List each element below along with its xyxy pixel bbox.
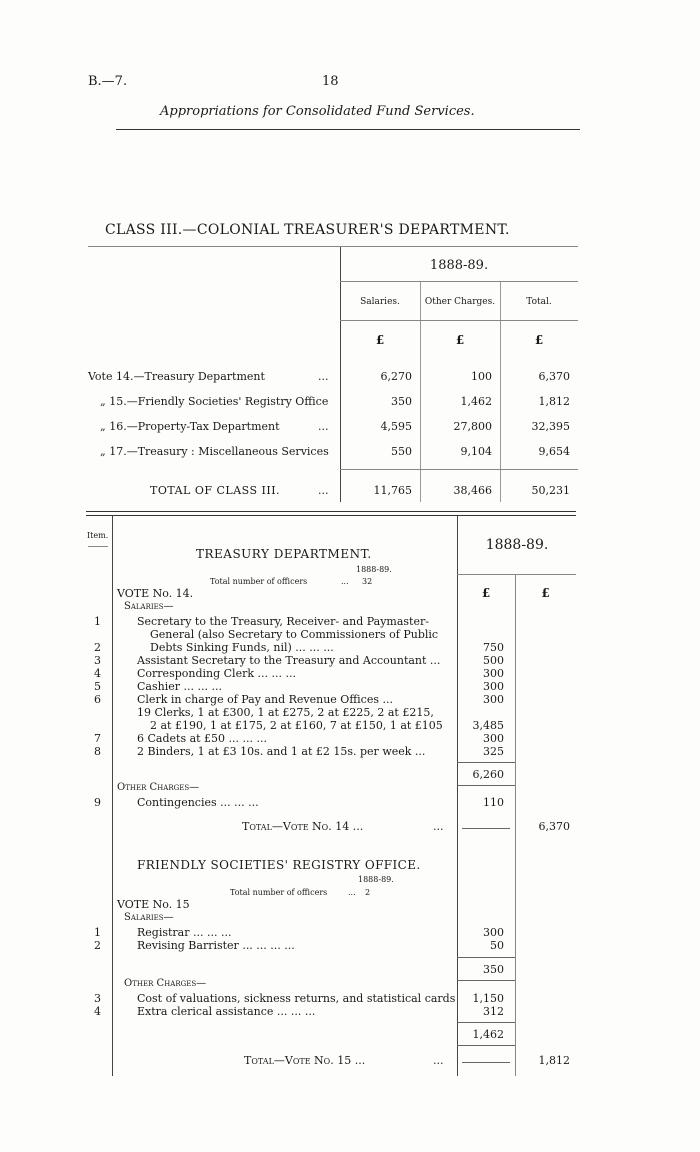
summary-total-leader: ... bbox=[318, 484, 329, 497]
detail-top-rule-double bbox=[86, 515, 576, 516]
item-number: 3 bbox=[94, 992, 101, 1005]
item-column-header: Item. bbox=[87, 531, 109, 540]
summary-top-rule bbox=[88, 246, 578, 247]
detail-line-text: 2 Binders, 1 at £3 10s. and 1 at £2 15s. per week ... bbox=[137, 745, 426, 758]
item-number: 5 bbox=[94, 680, 101, 693]
subtotal-rule bbox=[457, 762, 515, 763]
summary-total-other: 38,466 bbox=[453, 484, 492, 497]
detail-top-rule bbox=[86, 511, 576, 512]
treasury-total-amount: 6,370 bbox=[538, 820, 570, 833]
item-number: 2 bbox=[94, 939, 101, 952]
detail-line-text: Secretary to the Treasury, Receiver- and Paymaster- bbox=[137, 615, 429, 628]
summary-row-label: Vote 14.—Treasury Department bbox=[88, 370, 265, 383]
friendly-total-amount: 1,812 bbox=[538, 1054, 570, 1067]
treasury-total-leader: ... bbox=[433, 820, 444, 833]
summary-row-other: 1,462 bbox=[460, 395, 492, 408]
item-number: 2 bbox=[94, 641, 101, 654]
class-title: CLASS III.—COLONIAL TREASURER'S DEPARTMENT. bbox=[105, 222, 510, 238]
summary-year-heading: 1888-89. bbox=[429, 258, 489, 273]
detail-line-amount: 3,485 bbox=[472, 719, 504, 732]
summary-row-total: 6,370 bbox=[538, 370, 570, 383]
subtotal-rule bbox=[457, 1045, 515, 1046]
treasury-vote: VOTE No. 14. bbox=[117, 587, 194, 600]
detail-line-amount: 750 bbox=[483, 641, 504, 654]
subtotal-rule bbox=[457, 957, 515, 958]
detail-line-amount: 50 bbox=[490, 939, 504, 952]
detail-line-text: Cashier ... ... ... bbox=[137, 680, 222, 693]
detail-line-text: Extra clerical assistance ... ... ... bbox=[137, 1005, 316, 1018]
summary-year-rule bbox=[340, 281, 578, 282]
friendly-total-leader: ... bbox=[433, 1054, 444, 1067]
detail-line-text: 6 Cadets at £50 ... ... ... bbox=[137, 732, 268, 745]
item-number: 8 bbox=[94, 745, 101, 758]
summary-row-leader: ... bbox=[318, 370, 329, 383]
friendly-other-heading: Other Charges— bbox=[124, 978, 207, 989]
subtotal-rule bbox=[457, 980, 515, 981]
treasury-officers-leader: ... bbox=[341, 577, 349, 586]
col-salaries-header: Salaries. bbox=[360, 297, 400, 307]
friendly-total-label: Total—Vote No. 15 ... bbox=[244, 1054, 366, 1067]
friendly-officers-leader: ... bbox=[348, 888, 356, 897]
detail-line-amount: 300 bbox=[483, 667, 504, 680]
summary-total-total: 50,231 bbox=[531, 484, 570, 497]
treasury-title: TREASURY DEPARTMENT. bbox=[196, 547, 372, 561]
header-rule bbox=[116, 129, 580, 130]
friendly-officers-year: 1888-89. bbox=[358, 875, 394, 884]
page-number: 18 bbox=[322, 74, 339, 89]
summary-row-salaries: 6,270 bbox=[380, 370, 412, 383]
summary-row-total: 32,395 bbox=[531, 420, 570, 433]
item-number: 3 bbox=[94, 654, 101, 667]
summary-total-salaries: 11,765 bbox=[373, 484, 412, 497]
currency-other: £ bbox=[455, 333, 465, 347]
detail-currency-total: £ bbox=[541, 586, 550, 600]
summary-row-other: 100 bbox=[471, 370, 492, 383]
summary-total-label: TOTAL OF CLASS III. bbox=[150, 484, 281, 497]
friendly-salaries-subtotal: 350 bbox=[483, 963, 504, 976]
detail-line-amount: 300 bbox=[483, 693, 504, 706]
friendly-title: FRIENDLY SOCIETIES' REGISTRY OFFICE. bbox=[137, 858, 421, 872]
treasury-other-heading: Other Charges— bbox=[117, 782, 200, 793]
detail-currency-amount: £ bbox=[481, 586, 491, 600]
detail-line-amount: 325 bbox=[483, 745, 504, 758]
summary-total-rule bbox=[340, 469, 578, 470]
total-rule bbox=[462, 1062, 510, 1063]
summary-row-salaries: 350 bbox=[391, 395, 412, 408]
detail-line-amount: 1,150 bbox=[472, 992, 504, 1005]
summary-row-leader: ... bbox=[318, 420, 329, 433]
summary-row-other: 27,800 bbox=[453, 420, 492, 433]
detail-year-rule bbox=[457, 574, 576, 575]
item-number: 9 bbox=[94, 796, 101, 809]
detail-line-text: Corresponding Clerk ... ... ... bbox=[137, 667, 296, 680]
subtotal-rule bbox=[457, 1022, 515, 1023]
summary-row-other: 9,104 bbox=[460, 445, 492, 458]
treasury-officers-label: Total number of officers bbox=[210, 577, 308, 586]
page-title: Appropriations for Consolidated Fund Services. bbox=[160, 104, 475, 119]
detail-line-text: Debts Sinking Funds, nil) ... ... ... bbox=[150, 641, 334, 654]
detail-line-text: 2 at £190, 1 at £175, 2 at £160, 7 at £150, 1 at £105 bbox=[150, 719, 443, 732]
friendly-officers-count: 2 bbox=[365, 888, 371, 897]
friendly-vote: VOTE No. 15 bbox=[117, 898, 190, 911]
total-rule bbox=[462, 828, 510, 829]
treasury-officers-count: 32 bbox=[362, 577, 373, 586]
detail-line-text: General (also Secretary to Commissioners of Public bbox=[150, 628, 439, 641]
summary-row-label: „ 16.—Property-Tax Department bbox=[100, 420, 280, 433]
treasury-salaries-heading: Salaries— bbox=[124, 601, 174, 612]
subtotal-rule bbox=[457, 785, 515, 786]
summary-row-total: 9,654 bbox=[538, 445, 570, 458]
summary-row-label: „ 15.—Friendly Societies' Registry Office bbox=[100, 395, 329, 408]
treasury-officers-year: 1888-89. bbox=[356, 565, 392, 574]
detail-line-text: Contingencies ... ... ... bbox=[137, 796, 259, 809]
currency-total: £ bbox=[534, 333, 544, 347]
item-number: 4 bbox=[94, 1005, 101, 1018]
item-number: 6 bbox=[94, 693, 101, 706]
detail-line-amount: 312 bbox=[483, 1005, 504, 1018]
detail-line-text: Cost of valuations, sickness returns, and statistical cards bbox=[137, 992, 456, 1005]
col-total-header: Total. bbox=[526, 297, 552, 307]
item-number: 4 bbox=[94, 667, 101, 680]
item-number: 1 bbox=[94, 615, 101, 628]
currency-salaries: £ bbox=[375, 333, 385, 347]
summary-header-rule bbox=[340, 320, 578, 321]
detail-line-amount: 110 bbox=[483, 796, 504, 809]
detail-line-text: 19 Clerks, 1 at £300, 1 at £275, 2 at £225, 2 at £215, bbox=[137, 706, 434, 719]
page-reference: B.—7. bbox=[88, 74, 128, 89]
summary-row-salaries: 4,595 bbox=[380, 420, 412, 433]
detail-line-amount: 300 bbox=[483, 732, 504, 745]
treasury-salaries-subtotal: 6,260 bbox=[472, 768, 504, 781]
detail-line-text: Clerk in charge of Pay and Revenue Offices ... bbox=[137, 693, 393, 706]
detail-line-amount: 300 bbox=[483, 680, 504, 693]
summary-row-label: „ 17.—Treasury : Miscellaneous Services bbox=[100, 445, 329, 458]
col-other-header: Other Charges. bbox=[424, 297, 496, 307]
detail-line-amount: 300 bbox=[483, 926, 504, 939]
summary-row-total: 1,812 bbox=[538, 395, 570, 408]
item-header-rule bbox=[88, 546, 108, 547]
detail-line-text: Revising Barrister ... ... ... ... bbox=[137, 939, 295, 952]
detail-year-heading: 1888-89. bbox=[485, 537, 549, 553]
item-number: 1 bbox=[94, 926, 101, 939]
friendly-officers-label: Total number of officers bbox=[230, 888, 328, 897]
item-number: 7 bbox=[94, 732, 101, 745]
friendly-salaries-heading: Salaries— bbox=[124, 912, 174, 923]
detail-line-text: Assistant Secretary to the Treasury and Accountant ... bbox=[137, 654, 441, 667]
detail-line-text: Registrar ... ... ... bbox=[137, 926, 232, 939]
detail-line-amount: 500 bbox=[483, 654, 504, 667]
summary-row-salaries: 550 bbox=[391, 445, 412, 458]
treasury-total-label: Total—Vote No. 14 ... bbox=[242, 820, 364, 833]
friendly-other-subtotal: 1,462 bbox=[472, 1028, 504, 1041]
item-column-divider bbox=[112, 516, 113, 1076]
